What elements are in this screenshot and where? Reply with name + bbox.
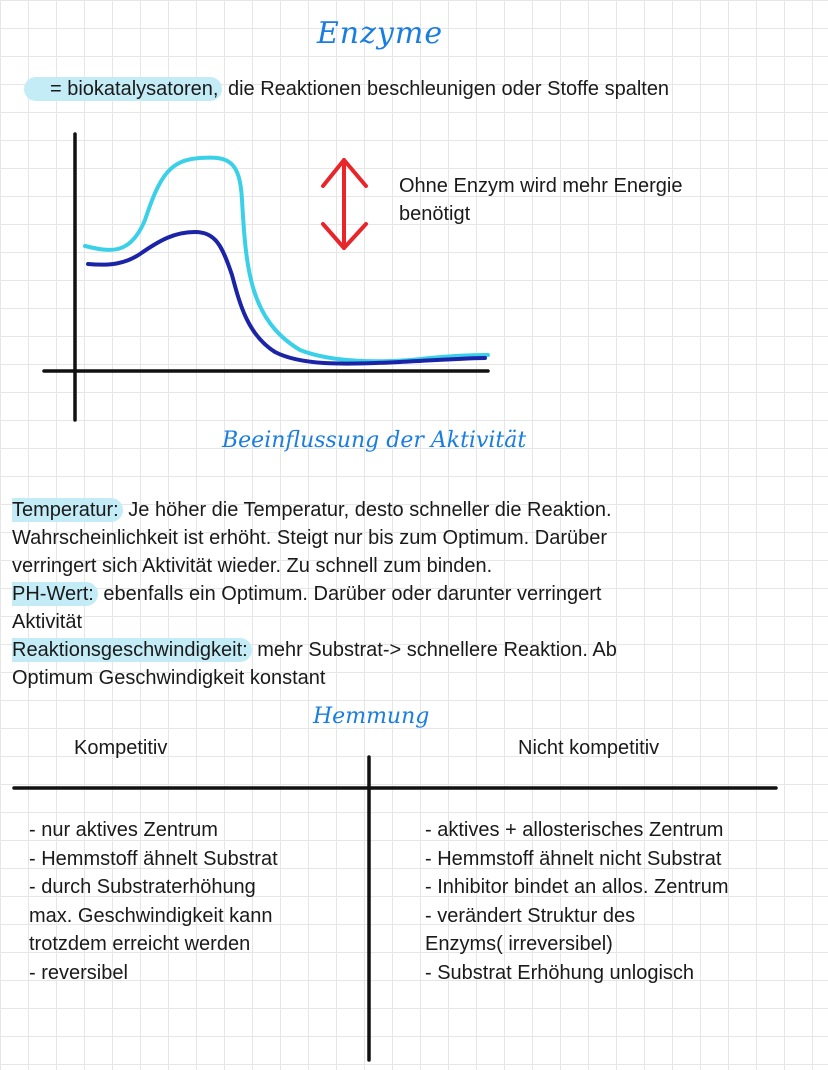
speed-line1: Reaktionsgeschwindigkeit: mehr Substrat-> schnellere Reaktion. Ab [12, 639, 617, 661]
inhibition-heading: Hemmung [313, 704, 430, 729]
list-item: - durch Substraterhöhung [29, 876, 256, 898]
activity-heading: Beeinflussung der Aktivität [222, 428, 527, 453]
list-item: - Hemmstoff ähnelt Substrat [29, 847, 278, 870]
list-item: - aktives + allosterisches Zentrum [425, 819, 724, 841]
graph-annotation [399, 172, 682, 228]
definition-highlight: = biokatalysatoren, [24, 77, 222, 101]
temperature-label: Temperatur: [12, 498, 123, 522]
list-item: - Hemmstoff ähnelt nicht Substrat [425, 847, 722, 870]
list-item: - Substrat Erhöhung unlogisch [425, 961, 695, 984]
temperature-line2: Wahrscheinlichkeit ist erhöht. Steigt nur bis zum Optimum. Darüber [12, 527, 608, 549]
nicht-kompetitiv-list [425, 816, 729, 987]
list-item: - nur aktives Zentrum [29, 819, 218, 841]
page-title: Enzyme [316, 16, 444, 51]
speed-label: Reaktionsgeschwindigkeit: [12, 638, 252, 662]
ph-line1: PH-Wert: ebenfalls ein Optimum. Darüber oder darunter verringert [12, 583, 602, 605]
double-arrow-icon [323, 160, 366, 248]
list-item: - reversibel [29, 961, 128, 984]
ph-label: PH-Wert: [12, 582, 98, 606]
ph-line2: Aktivität [12, 611, 83, 633]
kompetitiv-list [29, 816, 278, 987]
right-column-header: Nicht kompetitiv [518, 737, 660, 759]
list-item: max. Geschwindigkeit kann [29, 904, 273, 927]
temperature-line3: verringert sich Aktivität wieder. Zu schnell zum binden. [12, 555, 493, 577]
left-column-header: Kompetitiv [74, 737, 168, 759]
graph-annotation-line1: Ohne Enzym wird mehr Energie [399, 175, 683, 197]
curve-with-enzyme [88, 232, 485, 364]
speed-line2: Optimum Geschwindigkeit konstant [12, 667, 326, 689]
temperature-line1: Temperatur: Je höher die Temperatur, desto schneller die Reaktion. [12, 499, 612, 521]
list-item: trotzdem erreicht werden [29, 933, 251, 955]
definition-text: die Reaktionen beschleunigen oder Stoffe spalten [222, 78, 670, 100]
list-item: - verändert Struktur des [425, 904, 636, 927]
definition [24, 78, 669, 101]
list-item: Enzyms( irreversibel) [425, 933, 613, 955]
graph-annotation-line2: benötigt [399, 203, 471, 225]
activity-text [12, 496, 802, 692]
list-item: - Inhibitor bindet an allos. Zentrum [425, 876, 729, 898]
